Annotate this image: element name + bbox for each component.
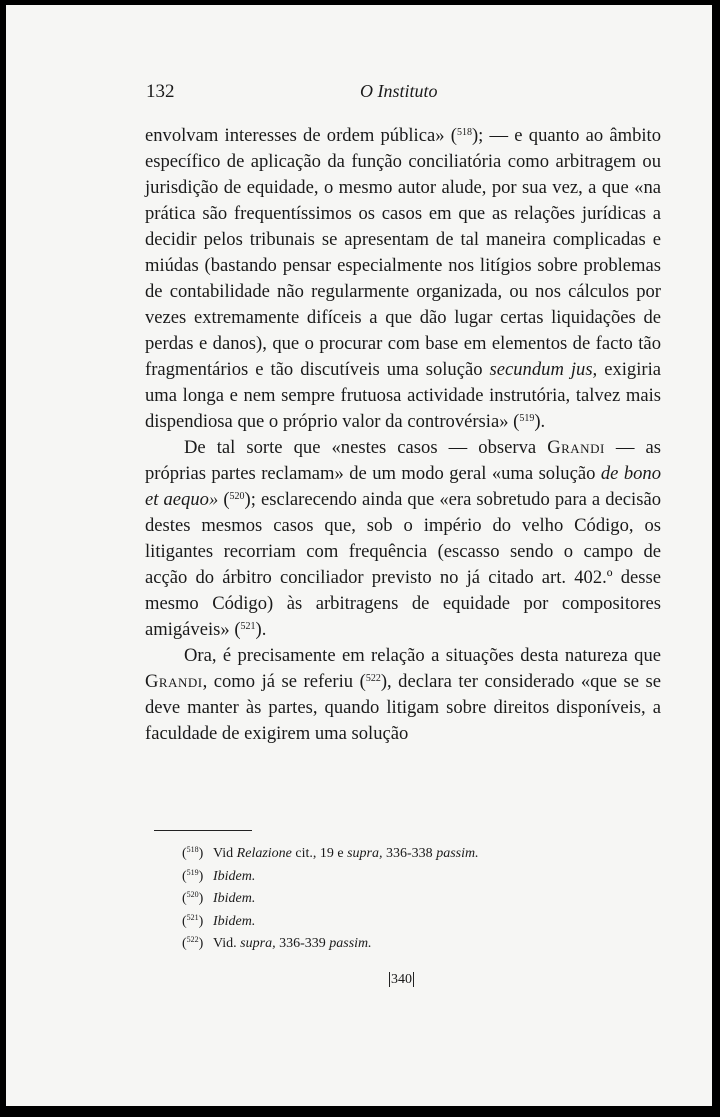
footnote-ref-520: 520: [229, 491, 245, 502]
running-title: O Instituto: [360, 81, 438, 101]
footnote-ref-519: 519: [519, 413, 535, 424]
footnote-ref-522: 522: [365, 673, 381, 684]
footnote-separator: [154, 830, 252, 831]
footnote: ($^{521}$) Ibidem.: [182, 912, 256, 929]
author-name: Grandi: [547, 437, 605, 458]
paragraph-3: Ora, é precisamente em relação a situações desta natureza que Grandi, como já se referiu ($^{522}$), declara ter considerado «que se se deve manter às partes, quando litigam sobre direitos disponíveis, a faculdade de exigirem uma solução: [145, 645, 662, 744]
folio-number: 340: [391, 972, 412, 987]
document-page: [6, 5, 712, 1106]
footnote: ($^{522}$) Vid. supra, 336-339 passim.: [182, 935, 372, 951]
footnote-ref-521: 521: [240, 621, 256, 632]
footnote: ($^{518}$) Vid Relazione cit., 19 e supra, 336-338 passim.: [182, 845, 479, 861]
footnotes: [182, 843, 632, 956]
paragraph-2: De tal sorte que «nestes casos — observa Grandi — as próprias partes reclamam» de um modo geral «uma solução de bono et aequo» ($^{520}$); esclarecendo ainda que «era sobretudo para a decisão destes mesmos casos que, sob o império do velho Código, os litigantes recorriam com frequência (escasso sendo o campo de acção do árbitro conciliador previsto no já citado art. 402.º desse mesmo Código) às arbitragens de equidade por compositores amigáveis» ($^{521}$).: [145, 437, 662, 640]
footnote-ref-518: 518: [456, 127, 472, 138]
body-text: [145, 123, 661, 747]
footnote: ($^{520}$) Ibidem.: [182, 890, 256, 906]
author-name: Grandi: [145, 671, 203, 692]
page-number: 132: [146, 81, 175, 102]
paragraph-1: envolvam interesses de ordem pública» ($^{518}$); — e quanto ao âmbito específico de aplicação da função conciliatória como arbitragem ou jurisdição de equidade, o mesmo autor alude, por sua vez, a que «na prática são frequentíssimos os casos em que as relações jurídicas a decidir pelos tribunais se apresentam de tal maneira complicadas e miúdas (bastando pensar especialmente nos litígios sobre problemas de contabilidade não regularmente organizada, ou nos cálculos por vezes extremamente difíceis a que dão lugar certas liquidações de perdas e danos), que o procurar com base em elementos de facto tão fragmentários e tão discutíveis uma solução secundum jus, exigiria uma longa e nem sempre frutuosa actividade instrutória, talvez mais dispendiosa que o próprio valor da controvérsia» ($^{519}$).: [145, 125, 661, 432]
page-header: [146, 81, 666, 109]
footnote: ($^{519}$) Ibidem.: [182, 867, 256, 884]
